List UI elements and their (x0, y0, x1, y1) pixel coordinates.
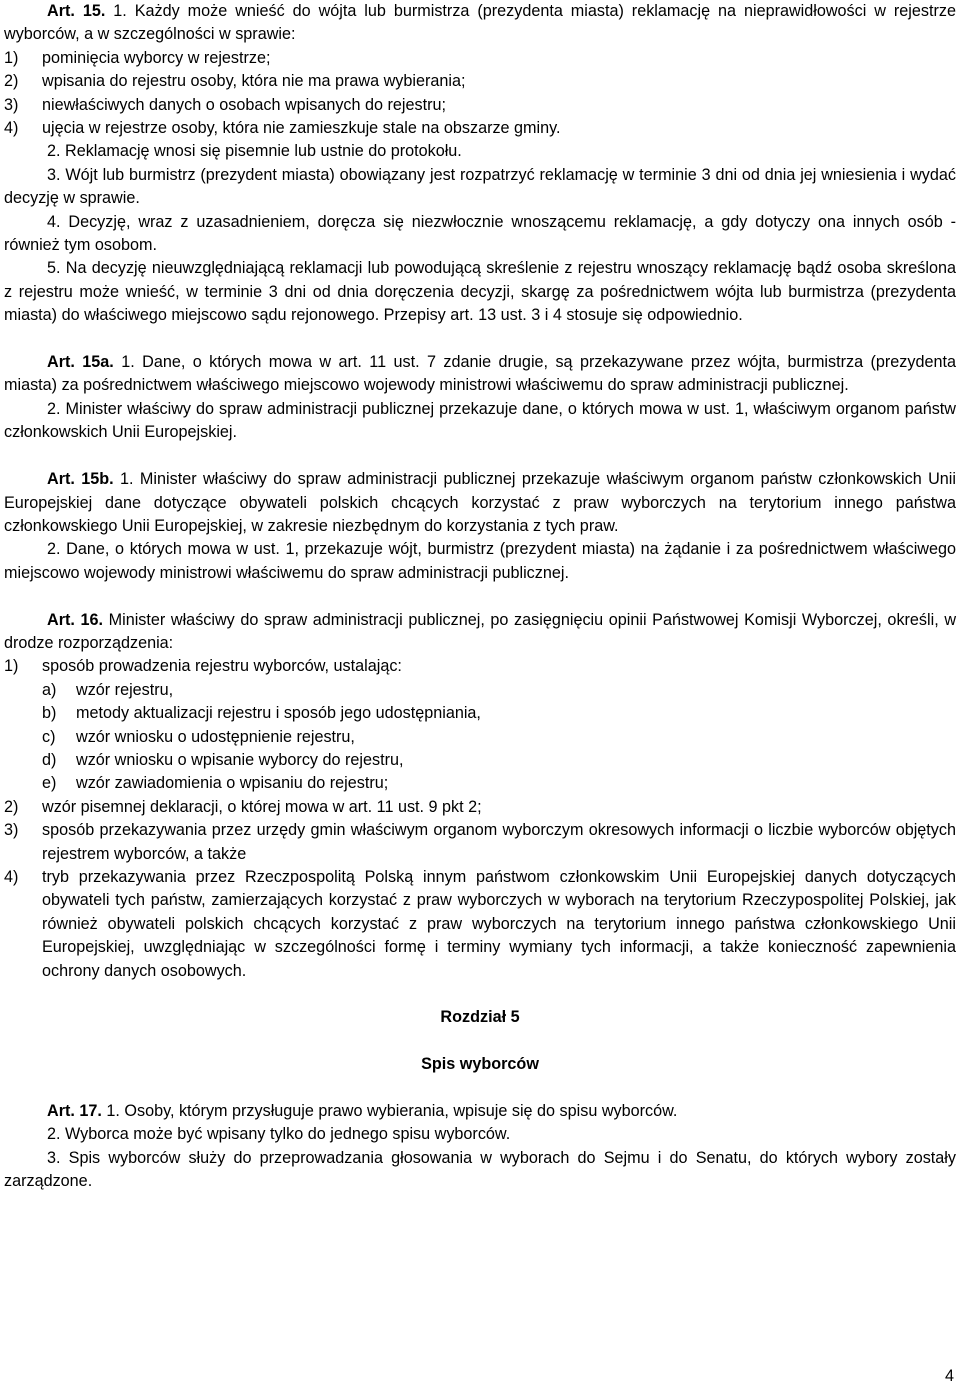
art16-subitem-c (42, 726, 956, 749)
subitem-letter: e) (42, 774, 57, 793)
item-number: 4) (4, 867, 19, 886)
subitem-text: wzór zawiadomienia o wpisaniu do rejestru; (76, 774, 389, 793)
item-number: 4) (4, 119, 19, 138)
art15-heading: Art. 15. (47, 2, 106, 20)
art15b-heading: Art. 15b. (47, 470, 114, 489)
art15b-paragraph-1 (4, 468, 956, 538)
art16-subitem-d (42, 749, 956, 772)
art16-subitem-a (42, 679, 956, 702)
art15a-p1-text: 1. Dane, o których mowa w art. 11 ust. 7 zdanie drugie, są przekazywane przez wójta, burmistrza (prezydenta miasta) za pośrednictwem właściwego miejscowo wojewody ministrowi właściwemu do spraw administracji publicznej. (4, 353, 957, 395)
art15-paragraph-4: 4. Decyzję, wraz z uzasadnieniem, doręcza się niezwłocznie wnoszącemu reklamację, a gdy dotyczy ona innych osób - również tym osobom. (4, 212, 956, 255)
spacer (4, 585, 956, 608)
art17-p1-text: 1. Osoby, którym przysługuje prawo wybierania, wpisuje się do spisu wyborców. (106, 1102, 678, 1120)
art15-paragraph-2: 2. Reklamację wnosi się pisemnie lub ustnie do protokołu. (47, 142, 462, 161)
art16-item-3 (4, 819, 956, 866)
art17-paragraph-2: 2. Wyborca może być wpisany tylko do jednego spisu wyborców. (47, 1125, 511, 1144)
item-number: 3) (4, 821, 19, 840)
item-number: 1) (4, 48, 19, 67)
subitem-letter: b) (42, 704, 57, 723)
art15-item-4 (4, 117, 956, 140)
subitem-letter: c) (42, 727, 56, 746)
art15-item-2 (4, 70, 956, 93)
item-text: sposób prowadzenia rejestru wyborców, ustalając: (42, 657, 402, 676)
item-text: wzór pisemnej deklaracji, o której mowa w art. 11 ust. 9 pkt 2; (42, 797, 482, 816)
art17-paragraph-3: 3. Spis wyborców służy do przeprowadzania głosowania w wyborach do Sejmu i do Senatu, do których wybory zostały zarządzone. (4, 1148, 956, 1191)
item-text: niewłaściwych danych o osobach wpisanych do rejestru; (42, 95, 446, 114)
item-number: 2) (4, 797, 19, 816)
page-number: 4 (944, 1367, 954, 1385)
item-text: wpisania do rejestru osoby, która nie ma prawa wybierania; (42, 72, 466, 91)
art16-intro (4, 609, 956, 656)
subitem-letter: a) (42, 680, 57, 699)
art17-heading: Art. 17. (47, 1102, 102, 1120)
spacer (4, 983, 956, 1006)
item-text: pominięcia wyborcy w rejestrze; (42, 48, 271, 67)
item-number: 3) (4, 95, 19, 114)
item-number: 2) (4, 72, 19, 91)
art15a-paragraph-2: 2. Minister właściwy do spraw administracji publicznej przekazuje dane, o których mowa w ust. 1, właściwym organom państw członkowskich Unii Europejskiej. (4, 399, 956, 442)
spacer (4, 445, 956, 468)
art16-item-1 (4, 655, 956, 678)
art15a-heading: Art. 15a. (47, 353, 114, 372)
art16-intro-text: Minister właściwy do spraw administracji publicznej, po zasięgnięciu opinii Państwowej Komisji Wyborczej, określi, w drodze rozporządzenia: (4, 610, 957, 652)
art16-subitems (4, 679, 956, 796)
art15-paragraph-3: 3. Wójt lub burmistrz (prezydent miasta) obowiązany jest rozpatrzyć reklamację w terminie 3 dni od dnia jej wniesienia i wydać decyzję w sprawie. (4, 165, 956, 208)
subitem-text: metody aktualizacji rejestru i sposób jego udostępniania, (76, 704, 481, 723)
art16-subitem-e (42, 772, 956, 795)
spacer (4, 1077, 956, 1100)
item-text: tryb przekazywania przez Rzeczpospolitą Polską innym państwom członkowskim Unii Europejskiej danych dotyczących obywateli tych państw, zamierzających korzystać z praw wyborczych w wyborach na terytorium Rzeczypospolitej Polskiej, jak również obywateli polskich chcących korzystać z praw wyborczych na terytorium innego państwa członkowskiego Unii Europejskiej, uwzględniając w szczególności formę i terminy wymiany tych informacji, a także konieczność zapewnienia ochrony danych osobowych. (42, 867, 956, 980)
chapter-title: Spis wyborców (421, 1055, 539, 1074)
document-page (4, 0, 956, 1194)
art15-paragraph-1 (4, 0, 956, 47)
item-text: sposób przekazywania przez urzędy gmin właściwym organom wyborczym okresowych informacji o liczbie wyborców objętych rejestrem wyborców, a także (42, 821, 956, 863)
art15-item-1 (4, 47, 956, 70)
art15b-p1-text: 1. Minister właściwy do spraw administracji publicznej przekazuje właściwym organom państw członkowskich Unii Europejskiej dane dotyczące obywateli polskich chcących korzystać z praw wyborczych na terytorium innego państwa członkowskiego Unii Europejskiej, w zakresie niezbędnym do korzystania z tych praw. (4, 470, 956, 535)
art17-paragraph-1 (4, 1100, 956, 1123)
art16-item-2 (4, 796, 956, 819)
art16-heading: Art. 16. (47, 610, 103, 629)
subitem-letter: d) (42, 750, 57, 769)
subitem-text: wzór wniosku o wpisanie wyborcy do rejestru, (76, 750, 404, 769)
art15b-paragraph-2: 2. Dane, o których mowa w ust. 1, przekazuje wójt, burmistrz (prezydent miasta) na żądanie i za pośrednictwem właściwego miejscowo wojewody ministrowi właściwemu do spraw administracji publicznej. (4, 540, 956, 582)
item-number: 1) (4, 657, 19, 676)
subitem-text: wzór rejestru, (76, 680, 174, 699)
art15-item-3 (4, 94, 956, 117)
spacer (4, 1030, 956, 1053)
art15-paragraph-5: 5. Na decyzję nieuwzględniającą reklamacji lub powodującą skreślenie z rejestru wnoszący reklamację bądź osoba skreślona z rejestru może wnieść, w terminie 3 dni od dnia doręczenia decyzji, skargę za pośrednictwem wójta lub burmistrza (prezydenta miasta) do właściwego miejscowo sądu rejonowego. Przepisy art. 13 ust. 3 i 4 stosuje się odpowiednio. (4, 259, 956, 325)
art15-p1-text: 1. Każdy może wnieść do wójta lub burmistrza (prezydenta miasta) reklamację na nieprawidłowości w rejestrze wyborców, a w szczególności w sprawie: (4, 2, 956, 44)
art15a-paragraph-1 (4, 351, 956, 398)
subitem-text: wzór wniosku o udostępnienie rejestru, (76, 727, 355, 746)
item-text: ujęcia w rejestrze osoby, która nie zamieszkuje stale na obszarze gminy. (42, 119, 561, 138)
art16-item-4 (4, 866, 956, 983)
chapter-label: Rozdział 5 (440, 1008, 520, 1027)
spacer (4, 328, 956, 351)
art16-subitem-b (42, 702, 956, 725)
